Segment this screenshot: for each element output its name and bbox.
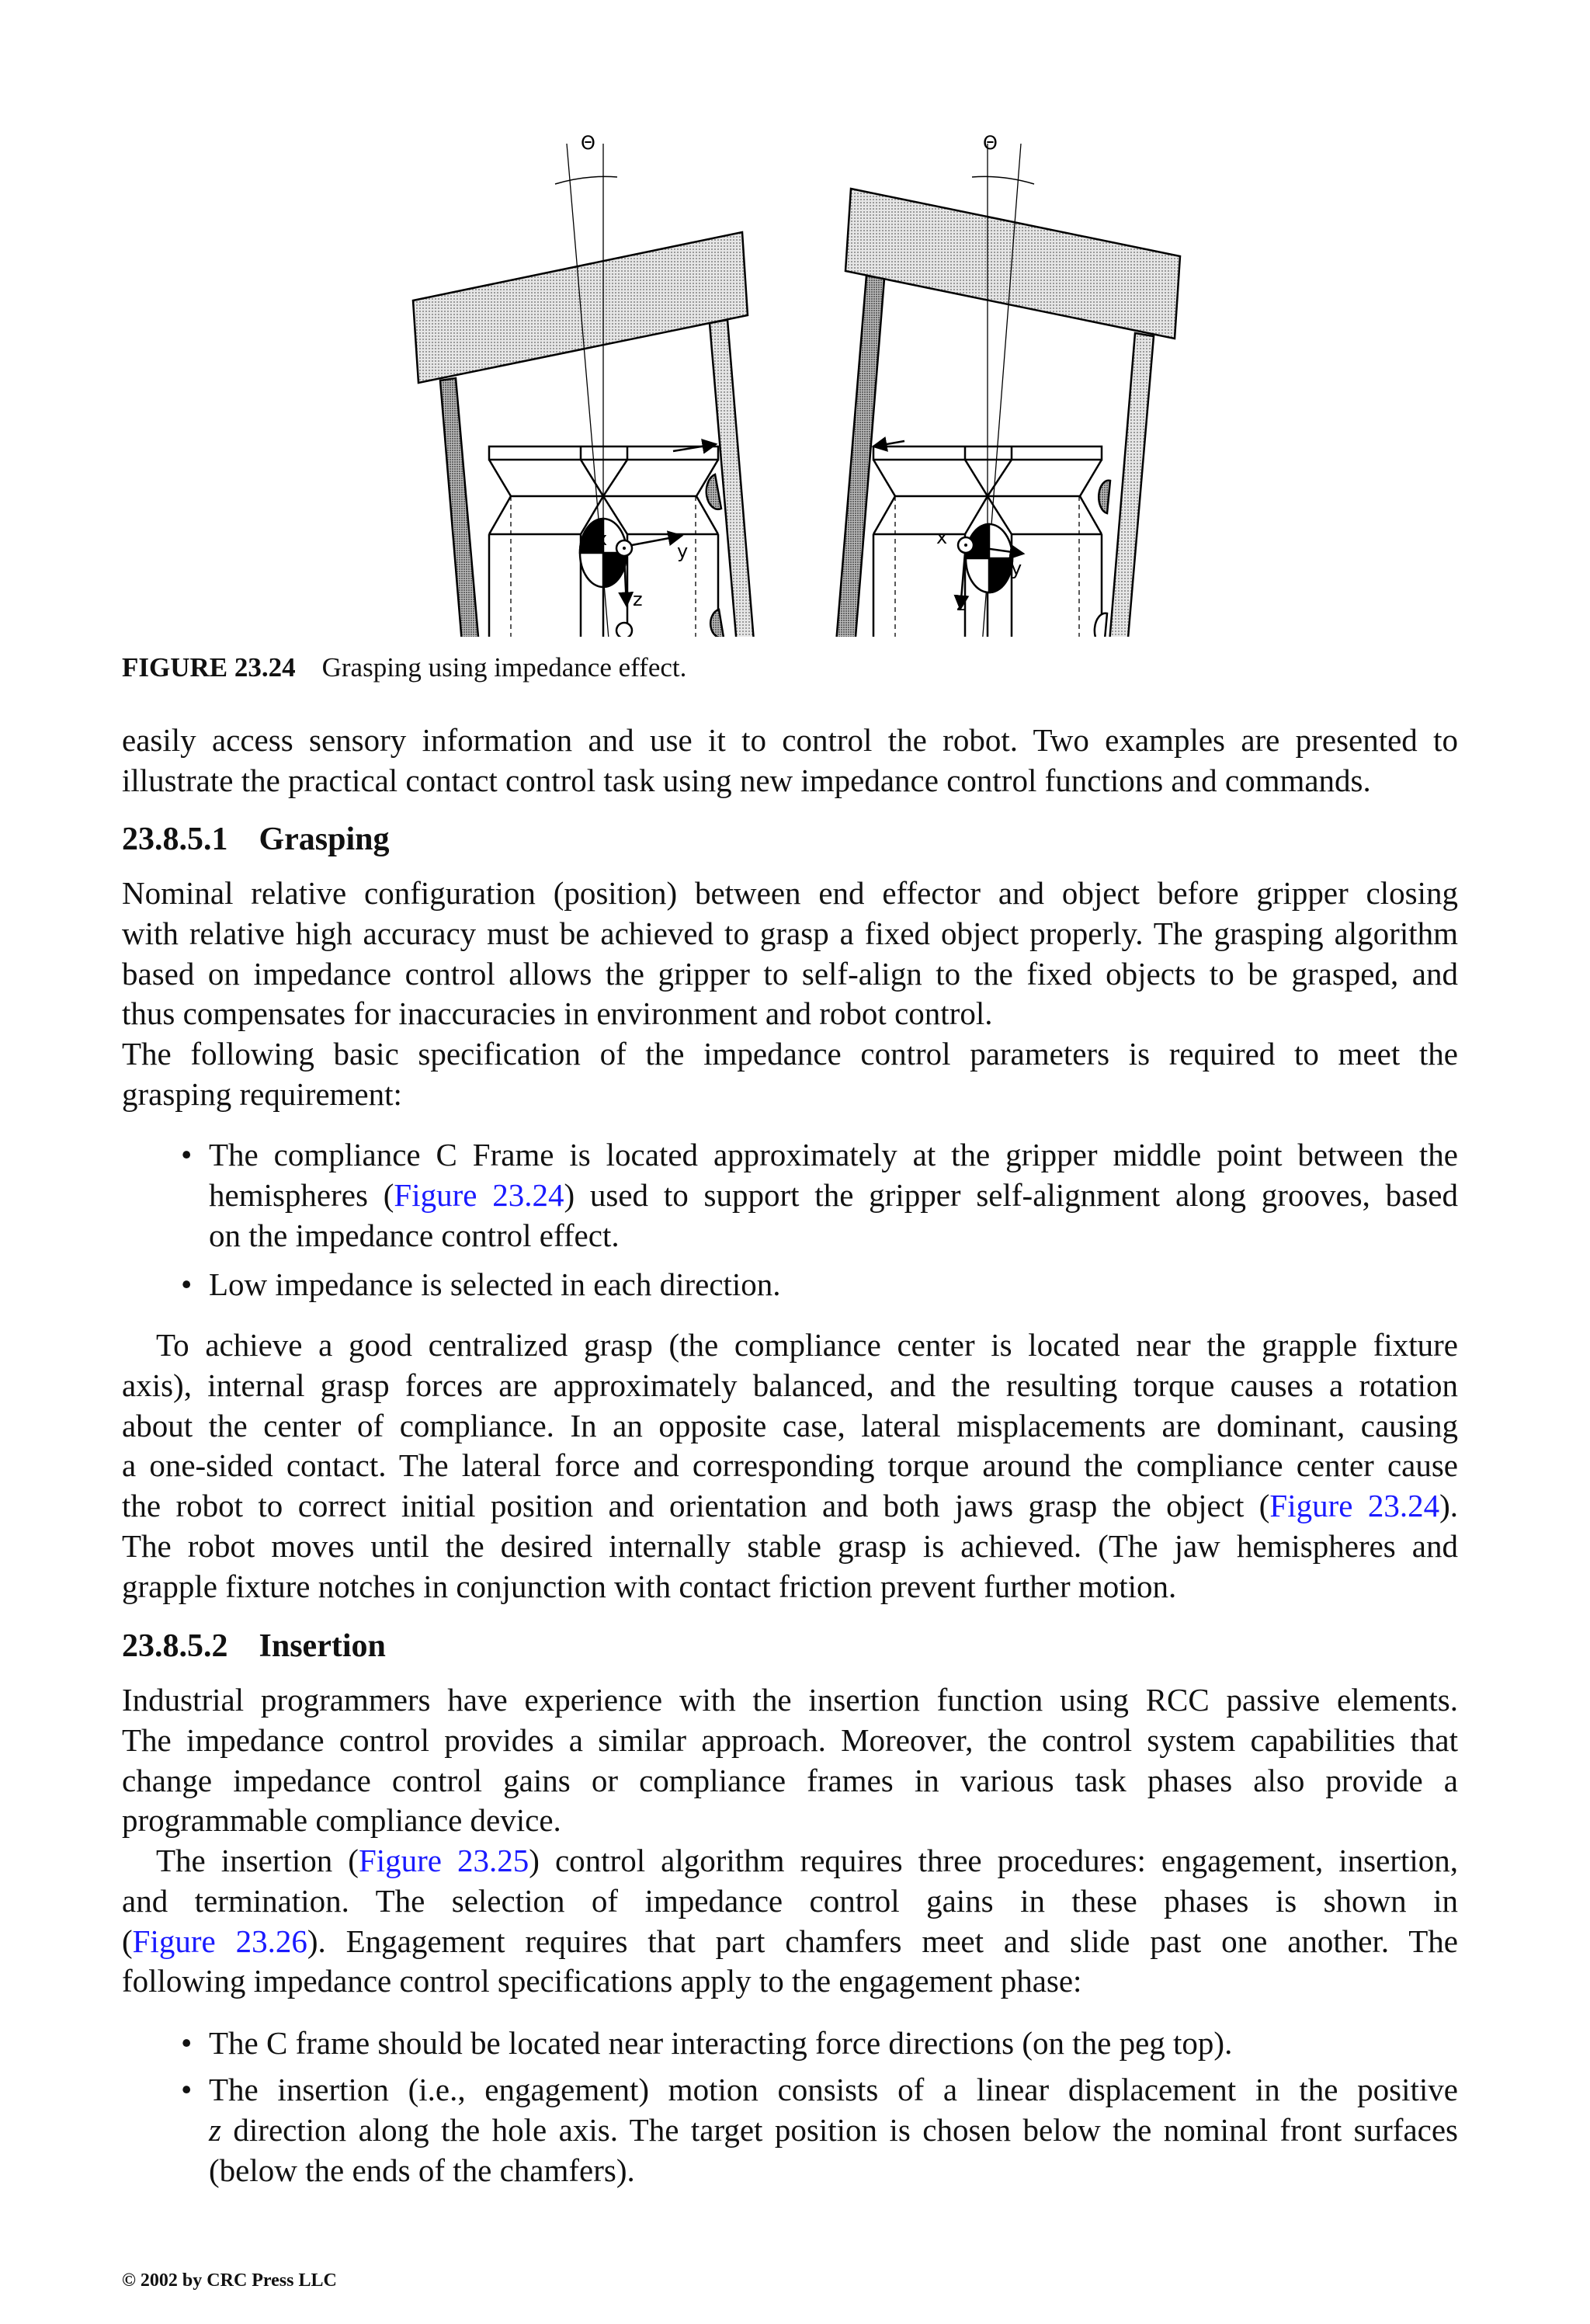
text-line xyxy=(122,1881,1458,1922)
text-run: a one-sided contact. The lateral force and corresponding torque around the compliance center cause xyxy=(122,1447,1458,1484)
text-line xyxy=(209,2070,1458,2110)
axis-label-x: x xyxy=(596,528,608,550)
text-line xyxy=(122,1034,1458,1075)
text-run: ). xyxy=(1439,1488,1458,1524)
text-line xyxy=(122,1527,1458,1567)
text-run: ) used to support the gripper self-alignment along grooves, based xyxy=(564,1176,1459,1213)
paragraph-grasping-2 xyxy=(122,1034,1458,1115)
text-run: (below the ends of the chamfers). xyxy=(209,2152,635,2188)
bullet-item xyxy=(181,2024,1458,2064)
bullet-icon: • xyxy=(181,1266,193,1302)
text-run: on the impedance control effect. xyxy=(209,1217,620,1253)
left-gripper xyxy=(413,144,758,637)
text-line xyxy=(209,2151,1458,2191)
paragraph-grasping-3 xyxy=(122,1325,1458,1607)
coordinate-frame-left xyxy=(616,536,682,606)
text-run: ). Engagement requires that part chamfers meet and slide past one another. The xyxy=(307,1923,1459,1959)
text-run: The compliance C Frame is located approximately at the gripper middle point between the xyxy=(209,1137,1458,1172)
text-run: easily access sensory information and use it to control the robot. Two examples are presented to xyxy=(122,722,1458,758)
text-line xyxy=(122,721,1458,761)
text-line xyxy=(122,1446,1458,1486)
text-run: following impedance control specifications apply to the engagement phase: xyxy=(122,1963,1082,1999)
bullet-item xyxy=(181,1265,1458,1305)
text-run: illustrate the practical contact control task using new impedance control functions and commands. xyxy=(122,762,1371,798)
paragraph-insertion-1 xyxy=(122,1680,1458,1841)
text-run: the robot to correct initial position and orientation and both jaws grasp the object ( xyxy=(122,1488,1270,1524)
text-run: The insertion (i.e., engagement) motion consists of a linear displacement in the positive xyxy=(209,2072,1458,2107)
axis-label-z: z xyxy=(956,593,967,615)
theta-label: Θ xyxy=(581,132,595,154)
text-run: Nominal relative configuration (position) between end effector and object before gripper closing xyxy=(122,875,1458,911)
paragraph-grasping-1 xyxy=(122,874,1458,1034)
text-line xyxy=(209,1216,1458,1256)
right-gripper xyxy=(836,144,1180,637)
text-line xyxy=(122,1325,1458,1366)
text-run: The robot moves until the desired internally stable grasp is achieved. (The jaw hemispheres and xyxy=(122,1527,1458,1564)
text-line xyxy=(122,1922,1458,1962)
text-run: ( xyxy=(122,1923,133,1959)
text-run: about the center of compliance. In an opposite case, lateral misplacements are dominant, causing xyxy=(122,1407,1458,1443)
axis-label-x: x xyxy=(936,526,948,548)
figure-link[interactable]: Figure 23.24 xyxy=(394,1176,564,1213)
text-line xyxy=(122,1841,1458,1881)
text-run: grapple fixture notches in conjunction with contact friction prevent further motion. xyxy=(122,1568,1177,1604)
figure-grasping-diagram xyxy=(0,0,1590,637)
figure-link[interactable]: Figure 23.25 xyxy=(358,1843,529,1878)
text-run: and termination. The selection of impedance control gains in these phases is shown in xyxy=(122,1882,1458,1919)
figure-number: FIGURE 23.24 xyxy=(122,652,296,683)
text-line xyxy=(122,1761,1458,1801)
paragraph-insertion-2 xyxy=(122,1841,1458,2002)
text-run: programmable compliance device. xyxy=(122,1802,561,1839)
text-line xyxy=(209,2110,1458,2151)
text-run: The following basic specification of the impedance control parameters is required to meet the xyxy=(122,1036,1458,1072)
axis-label-y: y xyxy=(677,540,689,562)
text-line xyxy=(209,1265,1458,1305)
text-line xyxy=(122,1075,1458,1115)
figure-link[interactable]: Figure 23.26 xyxy=(132,1923,307,1959)
text-run: grasping requirement: xyxy=(122,1075,402,1112)
text-run: with relative high accuracy must be achieved to grasp a fixed object properly. The grasping algorithm xyxy=(122,915,1458,951)
axis-label-z: z xyxy=(633,589,643,610)
text-line xyxy=(122,761,1458,801)
text-run: The impedance control provides a similar approach. Moreover, the control system capabilities that xyxy=(122,1721,1458,1758)
text-line xyxy=(122,994,1458,1034)
text-line xyxy=(122,1961,1458,2002)
bullet-item xyxy=(181,2070,1458,2190)
figure-link[interactable]: Figure 23.24 xyxy=(1269,1488,1440,1524)
paragraph-intro xyxy=(122,721,1458,801)
text-line xyxy=(122,874,1458,914)
text-run: based on impedance control allows the gripper to self-align to the fixed objects to be grasped, and xyxy=(122,955,1458,992)
section-title: Grasping xyxy=(259,822,390,857)
text-line xyxy=(122,1366,1458,1406)
text-run: To achieve a good centralized grasp (the compliance center is located near the grapple fixture xyxy=(156,1327,1458,1363)
bullet-icon: • xyxy=(181,2025,193,2061)
text-run: Low impedance is selected in each direction. xyxy=(209,1266,781,1302)
copyright-footer: © 2002 by CRC Press LLC xyxy=(122,2270,337,2291)
text-line xyxy=(122,1406,1458,1447)
text-run: thus compensates for inaccuracies in environment and robot control. xyxy=(122,995,993,1032)
text-line xyxy=(209,1135,1458,1176)
text-run: The C frame should be located near interacting force directions (on the peg top). xyxy=(209,2025,1233,2061)
bullet-icon: • xyxy=(181,1137,193,1172)
bullet-icon: • xyxy=(181,2072,193,2107)
text-line xyxy=(209,1176,1458,1216)
text-line xyxy=(122,1680,1458,1721)
text-run: ) control algorithm requires three procedures: engagement, insertion, xyxy=(529,1843,1458,1878)
text-run: axis), internal grasp forces are approximately balanced, and the resulting torque causes a rotation xyxy=(122,1367,1458,1403)
text-run: The insertion ( xyxy=(156,1843,359,1878)
bullet-item xyxy=(181,1135,1459,1256)
section-number: 23.8.5.2 xyxy=(122,1628,228,1664)
section-title: Insertion xyxy=(259,1628,386,1664)
text-line xyxy=(122,1801,1458,1841)
theta-label: Θ xyxy=(983,132,998,154)
figure-caption-text: Grasping using impedance effect. xyxy=(321,652,687,683)
text-run: change impedance control gains or compliance frames in various task phases also provide a xyxy=(122,1762,1458,1798)
text-run: direction along the hole axis. The target position is chosen below the nominal front surfaces xyxy=(220,2111,1458,2148)
section-heading-insertion xyxy=(122,1627,386,1665)
section-heading-grasping xyxy=(122,821,390,858)
figure-caption xyxy=(122,652,686,683)
section-number: 23.8.5.1 xyxy=(122,822,228,857)
text-run: Industrial programmers have experience with the insertion function using RCC passive elements. xyxy=(122,1682,1458,1718)
text-line xyxy=(122,1486,1458,1527)
axis-label-y: y xyxy=(1011,558,1022,579)
text-line xyxy=(122,1721,1458,1761)
text-line xyxy=(209,2024,1458,2064)
text-line xyxy=(122,954,1458,995)
text-line xyxy=(122,914,1458,954)
text-run: hemispheres ( xyxy=(209,1176,394,1213)
text-line xyxy=(122,1567,1458,1607)
text-run: z xyxy=(209,2111,221,2148)
